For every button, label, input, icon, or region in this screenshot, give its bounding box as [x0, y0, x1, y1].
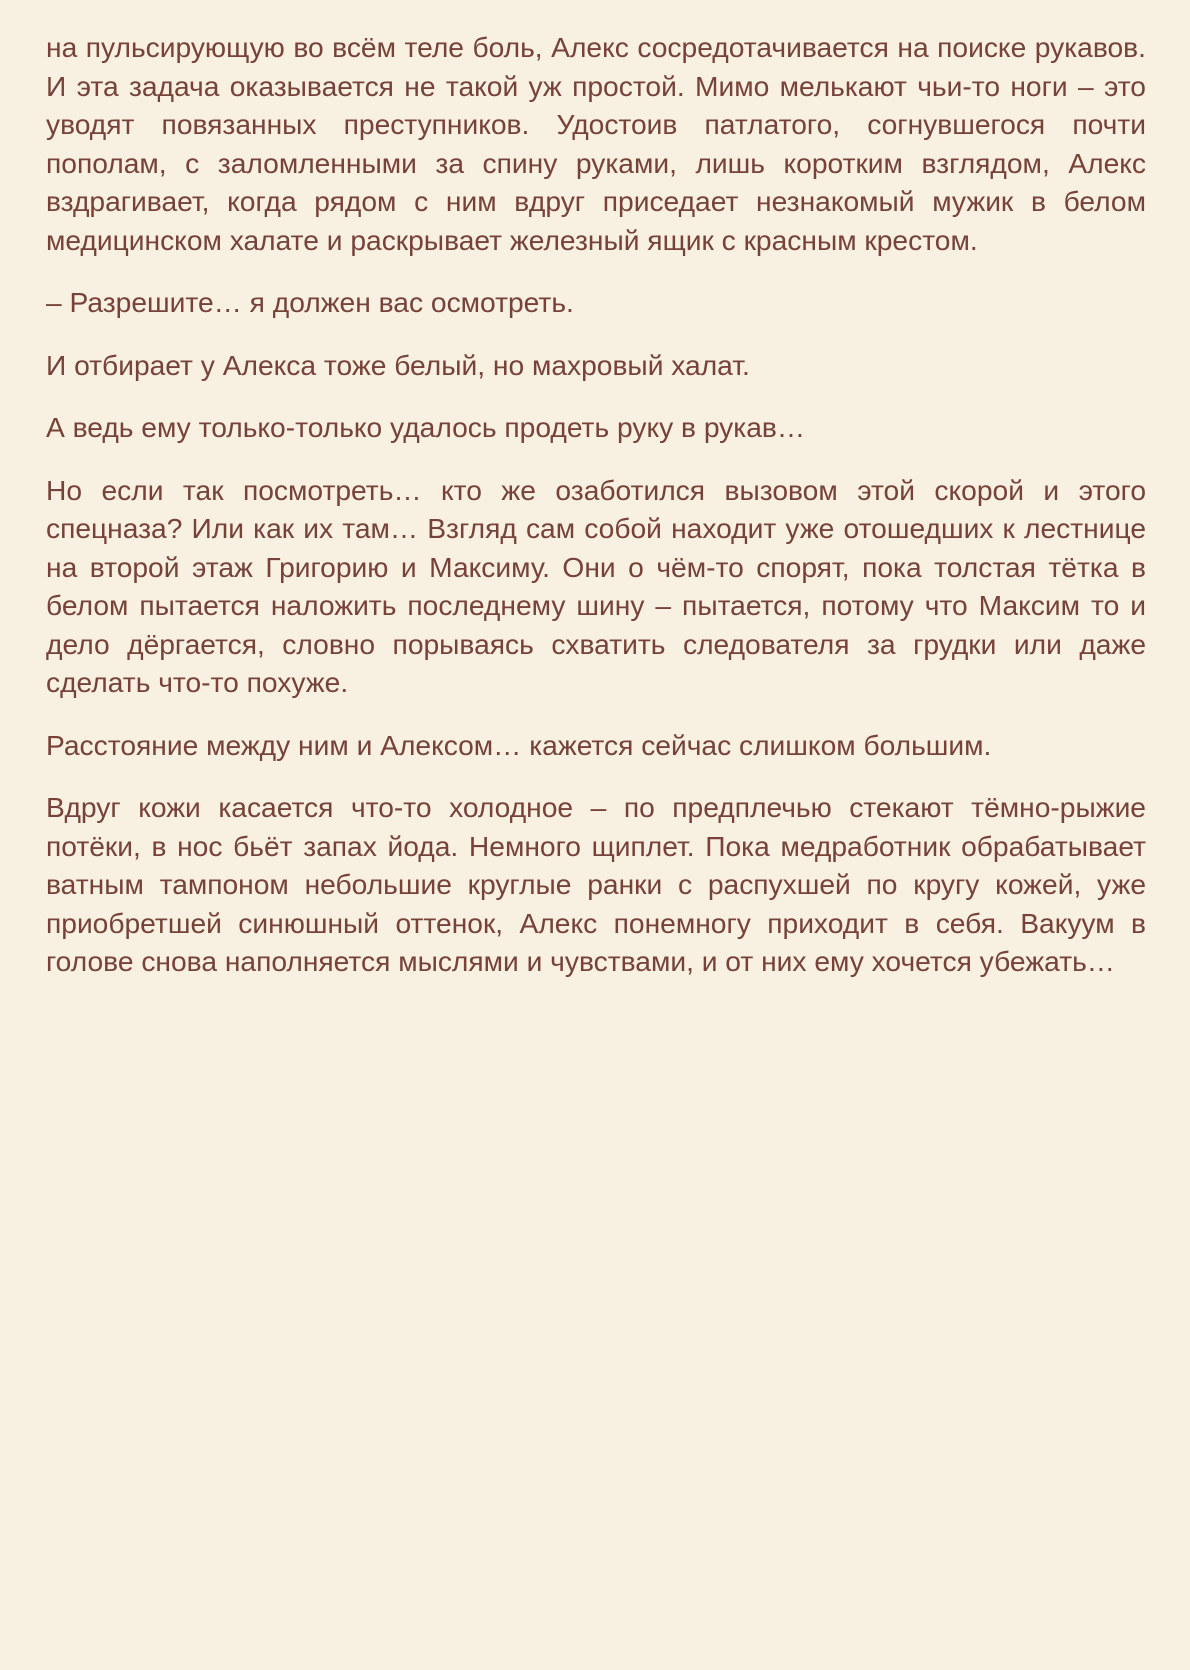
paragraph-7: Вдруг кожи касается что-то холодное – по предплечью стекают тёмно-рыжие потёки, в нос бьёт запах йода. Немного щиплет. Пока медработник обрабатывает ватным тампоном небольшие круглые ранки с распухшей по кругу кожей, уже приобретшей синюшный оттенок, Алекс понемногу приходит в себя. Вакуум в голове снова наполняется мыслями и чувствами, и от них ему хочется убежать… [46, 791, 1146, 977]
paragraph-6: Расстояние между ним и Алексом… кажется сейчас слишком большим. [46, 728, 992, 761]
paragraph-3: И отбирает у Алекса тоже белый, но махровый халат. [46, 348, 750, 381]
paragraph-5: Но если так посмотреть… кто же озаботился вызовом этой скорой и этого спецназа? Или как их там… Взгляд сам собой находит уже отошедших к лестнице на второй этаж Григорию и Максиму. Они о чём-то спорят, пока толстая тётка в белом пытается наложить последнему шину – пытается, потому что Максим то и дело дёргается, словно порываясь схватить следователя за грудки или даже сделать что-то похуже. [46, 473, 1146, 698]
paragraph-1: на пульсирующую во всём теле боль, Алекс сосредотачивается на поиске рукавов. И эта задача оказывается не такой уж простой. Мимо мелькают чьи-то ноги – это уводят повязанных преступников. Удостоив патлатого, согнувшегося почти пополам, с заломленными за спину руками, лишь коротким взглядом, Алекс вздрагивает, когда рядом с ним вдруг приседает незнакомый мужик в белом медицинском халате и раскрывает железный ящик с красным крестом. [46, 31, 1146, 256]
paragraph-2-dialogue: – Разрешите… я должен вас осмотреть. [46, 286, 574, 318]
paragraph-4: А ведь ему только-только удалось продеть руку в рукав… [46, 411, 806, 443]
book-page [46, 28, 1146, 981]
